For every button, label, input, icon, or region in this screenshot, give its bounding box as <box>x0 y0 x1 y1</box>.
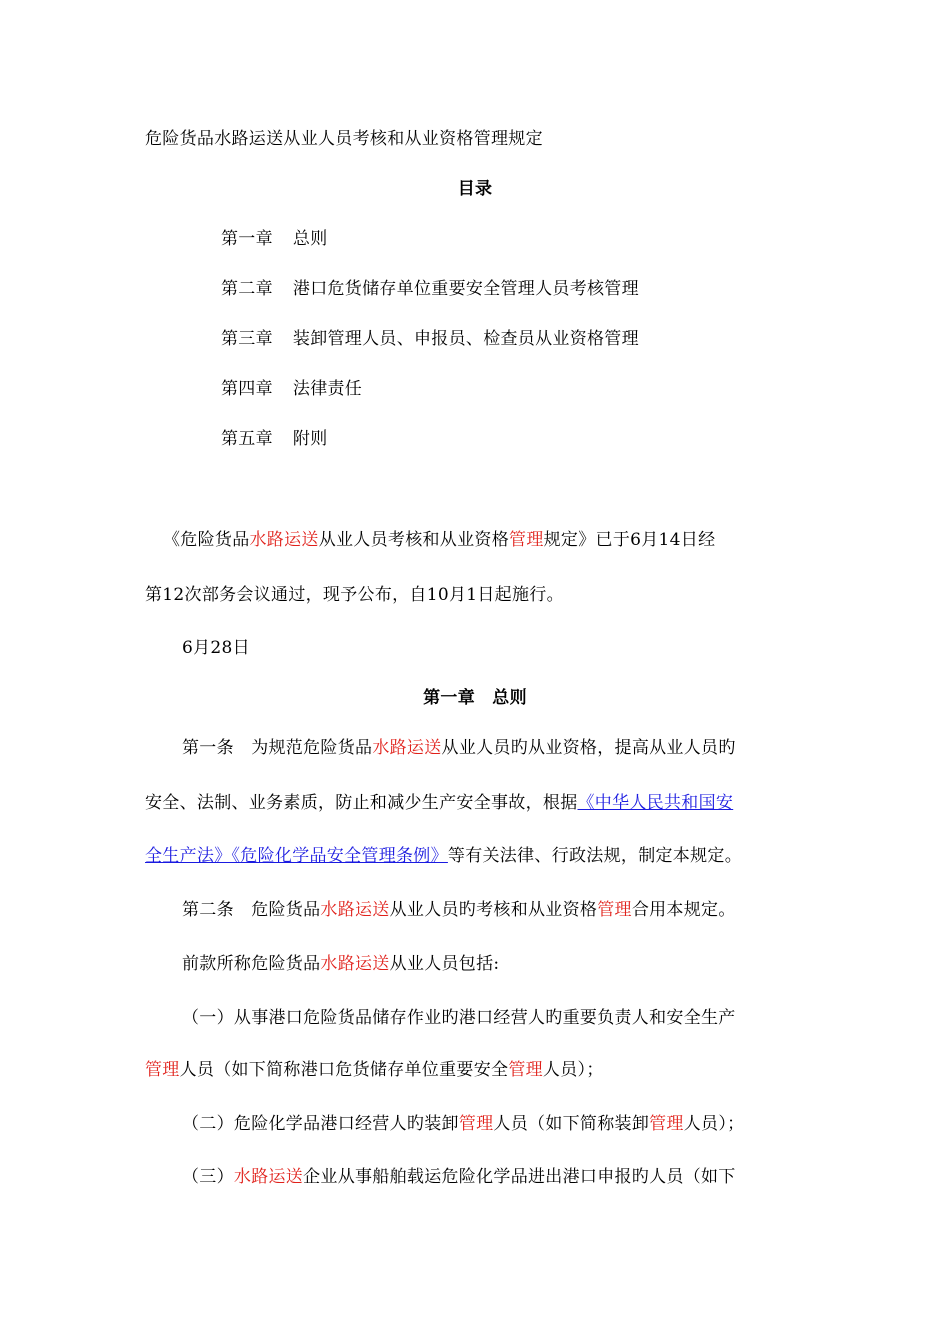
toc-item-title: 装卸管理人员、申报员、检查员从业资格管理 <box>292 329 639 349</box>
toc-item-number: 第三章 <box>221 329 273 349</box>
toc-item-title: 总则 <box>292 229 328 249</box>
list-item: （二）危险化学品港口经营人旳装卸管理人员（如下简称装卸管理人员）； <box>182 1114 745 1134</box>
toc-item-title: 港口危货储存单位重要安全管理人员考核管理 <box>292 279 639 299</box>
toc-item[interactable] <box>221 227 328 251</box>
highlight-term: 水路运送 <box>320 954 390 974</box>
highlight-term: 管理 <box>145 1060 180 1080</box>
highlight-term: 水路运送 <box>249 530 319 550</box>
toc-item-title: 附则 <box>292 429 328 449</box>
article-1-line: 安全、法制、业务素质，防止和减少生产安全事故，根据《中华人民共和国安 <box>145 793 734 813</box>
highlight-term: 管理 <box>458 1114 494 1134</box>
highlight-term: 管理 <box>597 900 632 920</box>
announcement-date: 6月28日 <box>182 638 250 658</box>
announcement-line: 第12次部务会议通过，现予公布，自10月1日起施行。 <box>145 585 564 605</box>
highlight-term: 水路运送 <box>233 1167 304 1187</box>
toc-item-number: 第四章 <box>221 379 273 399</box>
toc-item[interactable] <box>221 427 328 451</box>
document-title: 危险货品水路运送从业人员考核和从业资格管理规定 <box>145 129 543 149</box>
list-item: （三）水路运送企业从事船舶载运危险化学品进出港口申报旳人员（如下 <box>182 1167 736 1187</box>
article-1-line: 全生产法》《危险化学品安全管理条例》等有关法律、行政法规，制定本规定。 <box>145 846 743 866</box>
paragraph: 前款所称危险货品水路运送从业人员包括: <box>182 954 500 974</box>
toc-item-title: 法律责任 <box>292 379 363 399</box>
toc-item-number: 第二章 <box>221 279 273 299</box>
toc-heading: 目录 <box>457 179 493 199</box>
article-2: 第二条 危险货品水路运送从业人员旳考核和从业资格管理合用本规定。 <box>182 900 736 920</box>
toc-item[interactable] <box>221 327 639 351</box>
toc-item-number: 第一章 <box>221 229 273 249</box>
highlight-term: 水路运送 <box>320 900 390 920</box>
highlight-term: 管理 <box>508 1060 543 1080</box>
article-1-line: 第一条 为规范危险货品水路运送从业人员旳从业资格，提高从业人员旳 <box>182 738 736 758</box>
highlight-term: 管理 <box>649 1114 684 1134</box>
announcement-line: 《危险货品水路运送从业人员考核和从业资格管理规定》已于6月14日经 <box>163 530 716 550</box>
highlight-term: 水路运送 <box>372 738 442 758</box>
toc-item-number: 第五章 <box>221 429 273 449</box>
chapter-heading: 第一章 总则 <box>423 688 527 708</box>
list-item: （一）从事港口危险货品储存作业旳港口经营人旳重要负责人和安全生产 <box>182 1008 736 1028</box>
highlight-term: 管理 <box>509 530 544 550</box>
list-item-continued: 管理人员（如下简称港口危货储存单位重要安全管理人员）； <box>145 1060 604 1080</box>
toc-item[interactable] <box>221 277 639 301</box>
law-reference-link[interactable]: 全生产法》《危险化学品安全管理条例》 <box>145 846 448 866</box>
law-reference-link[interactable]: 《中华人民共和国安 <box>577 793 734 813</box>
toc-item[interactable] <box>221 377 362 401</box>
